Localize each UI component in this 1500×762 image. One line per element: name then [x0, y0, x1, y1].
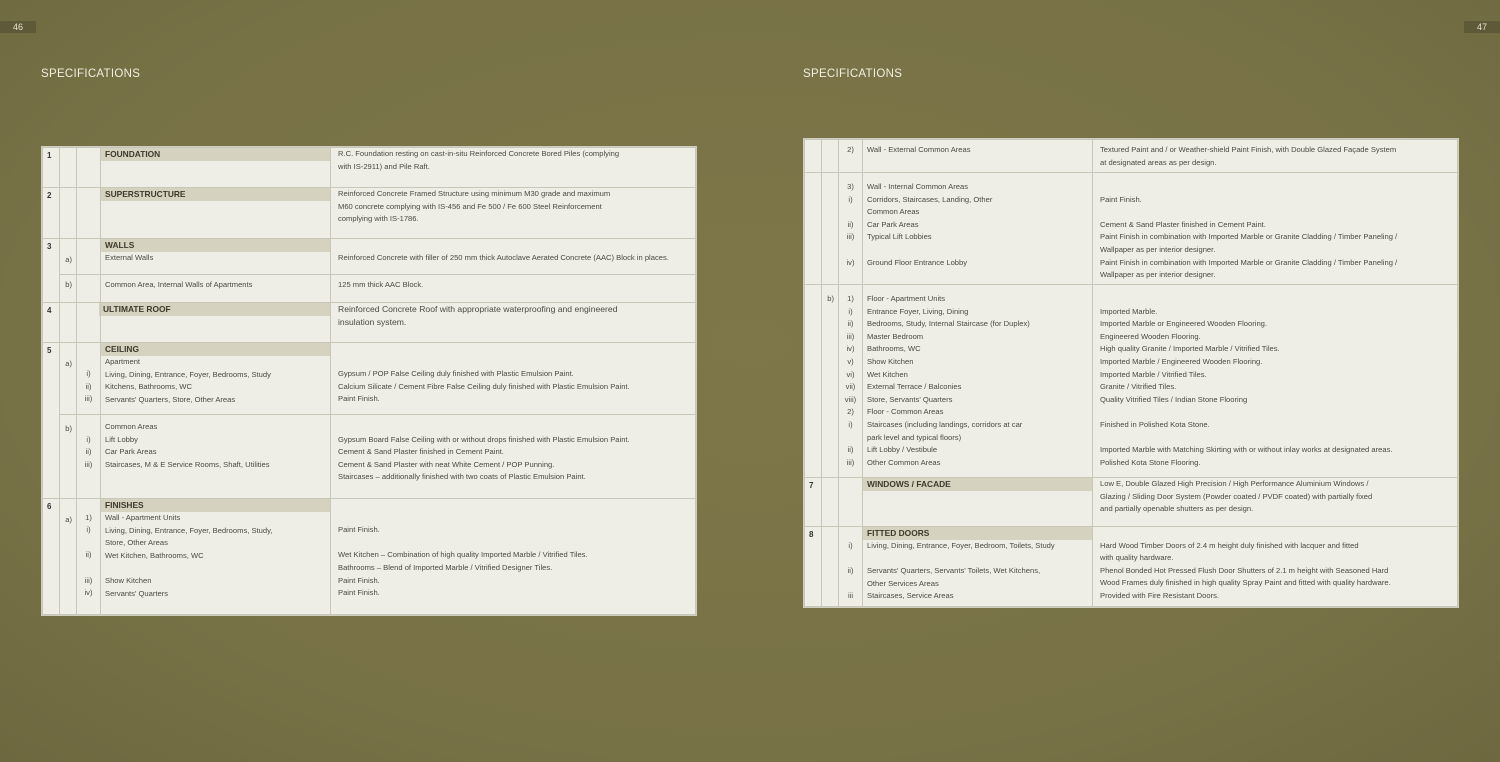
section-heading-superstructure: SUPERSTRUCTURE — [101, 188, 331, 201]
row-number: 2 — [43, 188, 60, 239]
row-number: 8 — [805, 527, 822, 607]
table-row-superstructure — [43, 188, 696, 239]
sub-label: b) — [60, 275, 77, 303]
item-description: Common Area, Internal Walls of Apartments — [101, 275, 331, 303]
sub-label: a) — [60, 343, 77, 415]
roman-column: i) ii) iii) — [77, 415, 101, 499]
page-title-right: SPECIFICATIONS — [803, 68, 903, 80]
roman-column: 1) i) ii) iii) iv) — [77, 499, 101, 615]
table-row-wall-external — [805, 140, 1458, 173]
page-number-left: 46 — [0, 21, 36, 33]
specifications-table-right — [803, 138, 1459, 608]
section-heading-windows: WINDOWS / FACADE — [863, 478, 1093, 491]
spec-foundation: R.C. Foundation resting on cast-in-situ Reinforced Concrete Bored Piles (complying with IS-2911) and Pile Raft. — [331, 148, 696, 188]
table-row-finishes — [43, 499, 696, 615]
roman-column: 1) i) ii) iii) iv) v) vi) vii) viii) 2) i) ii) iii) — [839, 285, 863, 478]
roman-column: 3) i) ii) iii) iv) — [839, 173, 863, 285]
description-column: Wall - Internal Common Areas Corridors, Staircases, Landing, Other Common Areas Car Park Areas Typical Lift Lobbies Ground Floor Entrance Lobby — [863, 173, 1093, 285]
description-column: FITTED DOORS Living, Dining, Entrance, Foyer, Bedroom, Toilets, Study Servants' Quarters, Servants' Toilets, Wet Kitchens, Other Services Areas Staircases, Service Areas — [863, 527, 1093, 607]
spec-external-walls: Reinforced Concrete with filler of 250 mm thick Autoclave Aerated Concrete (AAC) Block in places. — [331, 239, 696, 275]
specifications-table-left — [41, 146, 697, 616]
roman-column: i) ii) iii) — [77, 343, 101, 415]
spec-superstructure: Reinforced Concrete Framed Structure using minimum M30 grade and maximum M60 concrete complying with IS-456 and Fe 500 / Fe 600 Steel Reinforcement complying with IS-1786. — [331, 188, 696, 239]
table-row-walls-b — [43, 275, 696, 303]
page-title-left: SPECIFICATIONS — [41, 68, 141, 80]
sub-label: a) — [60, 499, 77, 615]
section-heading-finishes: FINISHES — [101, 499, 331, 512]
sub-label: a) — [60, 239, 77, 275]
roman-label: 2) — [839, 140, 863, 173]
table-row-ceiling-a — [43, 343, 696, 415]
row-number: 6 — [43, 499, 60, 615]
row-number: 7 — [805, 478, 822, 527]
item-description: External Walls — [105, 253, 154, 262]
table-row-wall-internal — [805, 173, 1458, 285]
description-column: FINISHES Wall - Apartment Units Living, Dining, Entrance, Foyer, Bedrooms, Study, Store, Other Areas Wet Kitchen, Bathrooms, WC Show Kitchen Servants' Quarters — [101, 499, 331, 615]
description-column: Common Areas Lift Lobby Car Park Areas Staircases, M & E Service Rooms, Shaft, Utilities — [101, 415, 331, 499]
row-number: 3 — [43, 239, 60, 303]
spec-roof: Reinforced Concrete Roof with appropriate waterproofing and engineered insulation system. — [331, 303, 696, 343]
spec-doors: Hard Wood Timber Doors of 2.4 m height duly finished with lacquer and fitted with quality hardware. Phenol Bonded Hot Pressed Flush Door Shutters of 2.1 m height with Seasoned Hard Wood Frames duly finished in high quality Spray Paint and fitted with quality hardware. Provided with Fire Resistant Doors. — [1093, 527, 1458, 607]
description-column: CEILING Apartment Living, Dining, Entrance, Foyer, Bedrooms, Study Kitchens, Bathrooms, WC Servants' Quarters, Store, Other Areas — [101, 343, 331, 415]
section-heading-ceiling: CEILING — [101, 343, 331, 356]
spec-wall-external: Textured Paint and / or Weather-shield Paint Finish, with Double Glazed Façade System at designated areas as per design. — [1093, 140, 1458, 173]
section-heading-roof: ULTIMATE ROOF — [99, 303, 331, 316]
table-row-floors — [805, 285, 1458, 478]
table-row-foundation — [43, 148, 696, 188]
section-heading-foundation: FOUNDATION — [101, 148, 331, 161]
row-number: 5 — [43, 343, 60, 499]
table-row-roof — [43, 303, 696, 343]
table-row-walls-a — [43, 239, 696, 275]
spec-windows: Low E, Double Glazed High Precision / High Performance Aluminium Windows / Glazing / Sliding Door System (Powder coated / PVDF coated) with partially fixed and partially openable shutters as per design. — [1093, 478, 1458, 527]
sub-label: b) — [60, 415, 77, 499]
table-row-ceiling-b — [43, 415, 696, 499]
table-row-doors — [805, 527, 1458, 607]
section-heading-walls: WALLS — [101, 239, 331, 252]
page-number-right: 47 — [1464, 21, 1500, 33]
description-column: Floor - Apartment Units Entrance Foyer, Living, Dining Bedrooms, Study, Internal Staircase (for Duplex) Master Bedroom Bathrooms, WC Show Kitchen Wet Kitchen External Terrace / Balconies Store, Servants' Quarters Floor - Common Areas Staircases (including landings, corridors at car park level and typical floors) Lift Lobby / Vestibule Other Common Areas — [863, 285, 1093, 478]
section-heading-doors: FITTED DOORS — [863, 527, 1093, 540]
spec-ceiling-apartment: Gypsum / POP False Ceiling duly finished with Plastic Emulsion Paint. Calcium Silicate / Cement Fibre False Ceiling duly finished with Plastic Emulsion Paint. Paint Finish. — [331, 343, 696, 415]
spec-floors: Imported Marble. Imported Marble or Engineered Wooden Flooring. Engineered Wooden Flooring. High quality Granite / Imported Marble / Vitrified Tiles. Imported Marble / Engineered Wooden Flooring. Imported Marble / Vitrified Tiles. Granite / Vitrified Tiles. Quality Vitrified Tiles / Indian Stone Flooring Finished in Polished Kota Stone. Imported Marble with Matching Skirting with or without inlay works at designated areas. Polished Kota Stone Flooring. — [1093, 285, 1458, 478]
roman-column: i) ii) iii — [839, 527, 863, 607]
table-row-windows — [805, 478, 1458, 527]
sub-label: b) — [822, 285, 839, 478]
item-description: Wall - External Common Areas — [863, 140, 1093, 173]
spec-finishes: Paint Finish. Wet Kitchen – Combination of high quality Imported Marble / Vitrified Tiles. Bathrooms – Blend of Imported Marble / Vitrified Designer Tiles. Paint Finish. Paint Finish. — [331, 499, 696, 615]
spec-wall-internal: Paint Finish. Cement & Sand Plaster finished in Cement Paint. Paint Finish in combination with Imported Marble or Granite Cladding / Timber Paneling / Wallpaper as per interior designer. Paint Finish in combination with Imported Marble or Granite Cladding / Timber Paneling / Wallpaper as per interior designer. — [1093, 173, 1458, 285]
spec-internal-walls: 125 mm thick AAC Block. — [331, 275, 696, 303]
row-number: 1 — [43, 148, 60, 188]
row-number: 4 — [43, 303, 60, 343]
spec-ceiling-common: Gypsum Board False Ceiling with or without drops finished with Plastic Emulsion Paint. Cement & Sand Plaster finished in Cement Paint. Cement & Sand Plaster with neat White Cement / POP Punning. Staircases – additionally finished with two coats of Plastic Emulsion Paint. — [331, 415, 696, 499]
